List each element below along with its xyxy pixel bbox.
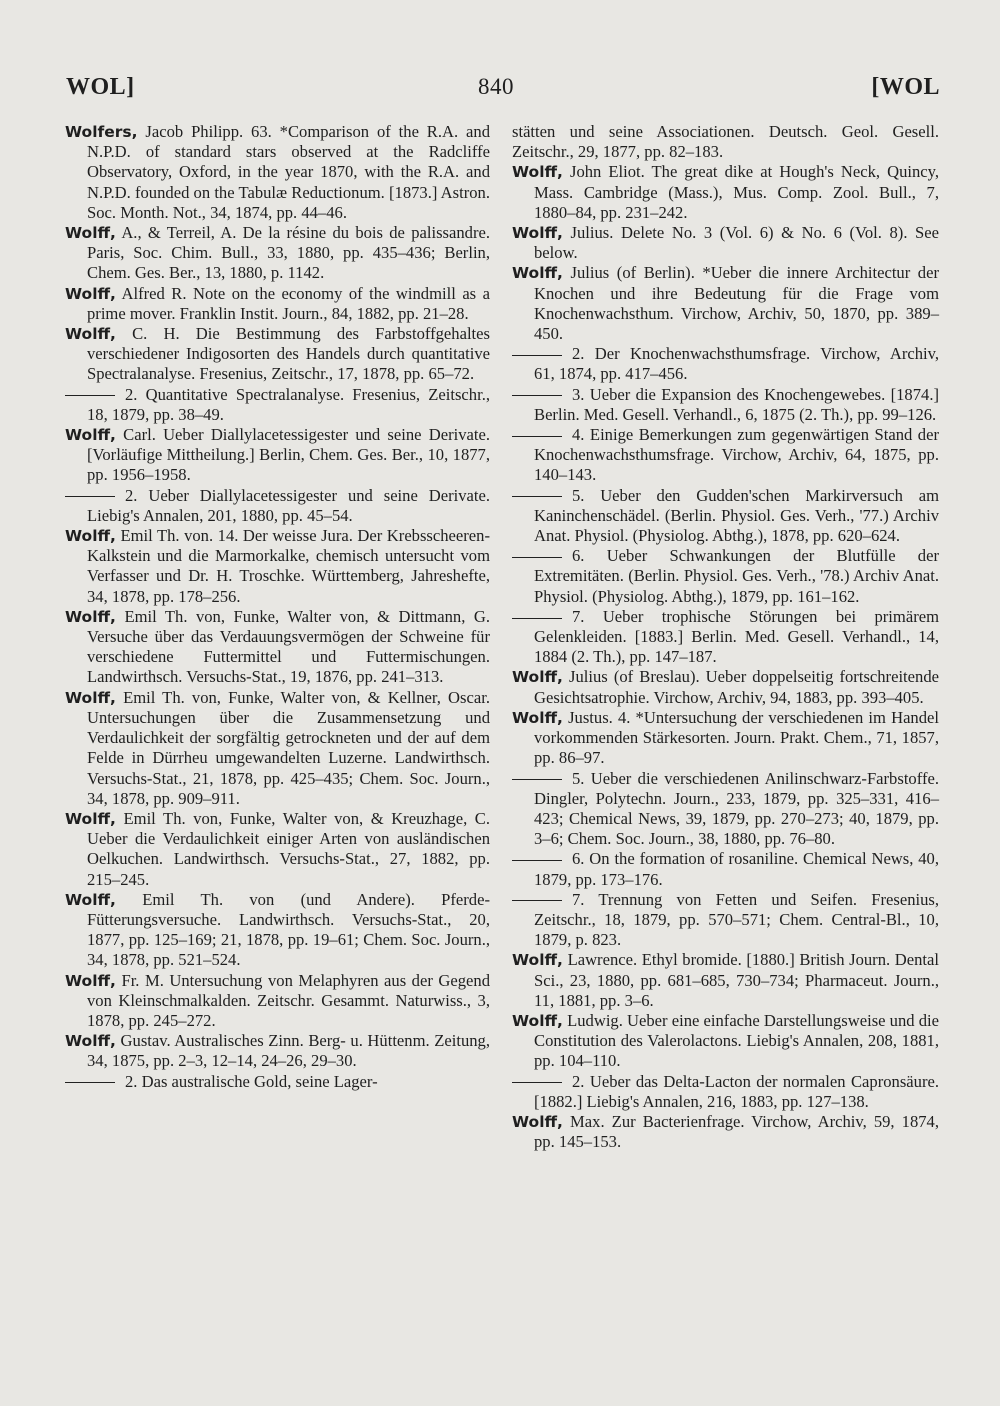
bibliography-entry bbox=[65, 284, 490, 324]
entry-text: Julius (of Berlin). *Ueber die innere Architectur der Knochen und ihre Bedeutung für die Frage vom Knochenwachsthum. Virchow, Archiv, 50, 1870, pp. 389–450. bbox=[534, 263, 939, 344]
entry-author: Wolff, bbox=[65, 607, 116, 626]
entry-text: Gustav. Australisches Zinn. Berg- u. Hüttenm. Zeitung, 34, 1875, pp. 2–3, 12–14, 24–26, 29–30. bbox=[87, 1031, 490, 1071]
bibliography-entry bbox=[512, 263, 939, 344]
ditto-rule bbox=[512, 618, 562, 619]
bibliography-subentry bbox=[65, 486, 490, 526]
subentry-text: 2. Das australische Gold, seine Lager- bbox=[125, 1071, 378, 1091]
entry-text: Fr. M. Untersuchung von Melaphyren aus der Gegend von Kleinschmalkalden. Zeitschr. Gesammt. Naturwiss., 3, 1878, pp. 245–272. bbox=[87, 970, 490, 1030]
entry-author: Wolff, bbox=[512, 264, 563, 283]
ditto-rule bbox=[512, 779, 562, 780]
entry-text: Emil Th. von, Funke, Walter von, & Dittmann, G. Versuche über das Verdauungsvermögen der Schweine für verschiedene Futtermittel und Futtermischungen. Landwirthsch. Versuchs-Stat., 19, 1876, pp. 241–313. bbox=[87, 606, 490, 687]
bibliography-entry bbox=[512, 1112, 939, 1152]
bibliography-entry bbox=[65, 425, 490, 486]
bibliography-entry bbox=[65, 809, 490, 890]
entry-author: Wolff, bbox=[65, 224, 116, 243]
bibliography-subentry bbox=[512, 425, 939, 486]
subentry-text: 4. Einige Bemerkungen zum gegenwärtigen Stand der Knochenwachsthumsfrage. Virchow, Archiv, 64, 1875, pp. 140–143. bbox=[534, 425, 939, 485]
subentry-text: 2. Quantitative Spectralanalyse. Fresenius, Zeitschr., 18, 1879, pp. 38–49. bbox=[87, 384, 490, 424]
bibliography-subentry bbox=[512, 546, 939, 607]
ditto-rule bbox=[512, 496, 562, 497]
bibliography-entry bbox=[512, 223, 939, 263]
entry-text: Justus. 4. *Untersuchung der verschiedenen im Handel vorkommenden Stärkesorten. Journ. Prakt. Chem., 71, 1857, pp. 86–97. bbox=[534, 707, 939, 768]
entry-author: Wolff, bbox=[512, 1112, 563, 1131]
bibliography-entry bbox=[512, 950, 939, 1011]
entry-text: Ludwig. Ueber eine einfache Darstellungsweise und die Constitution des Valerolactons. Liebig's Annalen, 208, 1881, pp. 104–110. bbox=[534, 1010, 939, 1071]
bibliography-entry bbox=[65, 324, 490, 385]
ditto-rule bbox=[512, 1082, 562, 1083]
entry-text: Emil Th. von, Funke, Walter von, & Kreuzhage, C. Ueber die Verdaulichkeit einiger Arten von ausländischen Oelkuchen. Landwirthsch. Versuchs-Stat., 27, 1882, pp. 215–245. bbox=[87, 808, 490, 889]
ditto-rule bbox=[512, 900, 562, 901]
bibliography-entry bbox=[512, 162, 939, 223]
entry-text: Emil Th. von, Funke, Walter von, & Kellner, Oscar. Untersuchungen über die Zusammensetzung und Verdaulichkeit der sorgfältig getrockneten und der auf dem Felde in Dürrheu umgewandelten Luzerne. Landwirthsch. Versuchs-Stat., 21, 1878, pp. 425–435; Chem. Soc. Journ., 34, 1878, pp. 909–911. bbox=[87, 687, 490, 808]
bibliography-subentry bbox=[512, 890, 939, 951]
bibliography-subentry bbox=[512, 385, 939, 425]
bibliography-subentry bbox=[512, 344, 939, 384]
entry-text: A., & Terreil, A. De la résine du bois de palissandre. Paris, Soc. Chim. Bull., 33, 1880, pp. 435–436; Berlin, Chem. Ges. Ber., 13, 1880, p. 1142. bbox=[87, 223, 490, 283]
entry-text: Jacob Philipp. 63. *Comparison of the R.A. and N.P.D. of standard stars observed at the Radcliffe Observatory, Oxford, in the year 1870, with the R.A. and N.P.D. founded on the Tabulæ Reductionum. [1873.] Astron. Soc. Month. Not., 34, 1874, pp. 44–46. bbox=[87, 122, 490, 222]
bibliography-entry bbox=[65, 688, 490, 809]
entry-author: Wolff, bbox=[65, 971, 116, 990]
entry-text: Lawrence. Ethyl bromide. [1880.] British Journ. Dental Sci., 23, 1880, pp. 681–685, 730–734; Pharmaceut. Journ., 11, 1881, pp. 3–6. bbox=[534, 950, 939, 1010]
subentry-text: 5. Ueber den Gudden'schen Markirversuch am Kaninchenschädel. (Berlin. Physiol. Ges. Verh., '77.) Archiv Anat. Physiol. (Physiolog. Abthg.), 1878, pp. 620–624. bbox=[534, 485, 939, 546]
entry-text: Julius (of Breslau). Ueber doppelseitig fortschreitende Gesichtsatrophie. Virchow, Archiv, 94, 1883, pp. 393–405. bbox=[534, 667, 939, 707]
entry-text: Julius. Delete No. 3 (Vol. 6) & No. 6 (Vol. 8). See below. bbox=[534, 223, 939, 263]
entry-author: Wolff, bbox=[65, 527, 116, 546]
subentry-text: 2. Ueber das Delta-Lacton der normalen Capronsäure. [1882.] Liebig's Annalen, 216, 1883, pp. 127–138. bbox=[534, 1071, 939, 1111]
bibliography-entry bbox=[65, 526, 490, 607]
entry-author: Wolff, bbox=[65, 809, 116, 828]
entry-author: Wolff, bbox=[65, 284, 116, 303]
ditto-rule bbox=[512, 860, 562, 861]
bibliography-subentry bbox=[512, 1072, 939, 1112]
ditto-rule bbox=[512, 395, 562, 396]
entry-author: Wolff, bbox=[512, 668, 563, 687]
subentry-text: 7. Ueber trophische Störungen bei primärem Gelenkleiden. [1883.] Berlin. Med. Gesell. Verhandl., 14, 1884 (2. Th.), pp. 147–187. bbox=[534, 606, 939, 667]
entry-author: Wolff, bbox=[65, 325, 116, 344]
entry-text: Emil Th. von. 14. Der weisse Jura. Der Krebsscheeren-Kalkstein und die Marmorkalke, chemisch untersucht vom Verfasser und Dr. H. Troschke. Württemberg, Jahreshefte, 34, 1878, pp. 178–256. bbox=[87, 526, 490, 606]
ditto-rule bbox=[512, 436, 562, 437]
ditto-rule bbox=[512, 557, 562, 558]
entry-author: Wolff, bbox=[512, 224, 563, 243]
ditto-rule bbox=[65, 395, 115, 396]
bibliography-subentry bbox=[512, 486, 939, 547]
entry-text: C. H. Die Bestimmung des Farbstoffgehaltes verschiedener Indigosorten des Handels durch quantitative Spectralanalyse. Fresenius, Zeitschr., 17, 1878, pp. 65–72. bbox=[87, 324, 490, 384]
bibliography-entry bbox=[65, 971, 490, 1032]
right-column bbox=[512, 122, 939, 1152]
bibliography-entry bbox=[512, 708, 939, 769]
continued-entry-text: stätten und seine Associationen. Deutsch. Geol. Gesell. Zeitschr., 29, 1877, pp. 82–183. bbox=[512, 122, 939, 162]
subentry-text: 7. Trennung von Fetten und Seifen. Fresenius, Zeitschr., 18, 1879, pp. 570–571; Chem. Central-Bl., 10, 1879, p. 823. bbox=[534, 889, 939, 950]
running-head-right: [WOL bbox=[871, 74, 940, 100]
subentry-text: 6. Ueber Schwankungen der Blutfülle der Extremitäten. (Berlin. Physiol. Ges. Verh., '78.) Archiv Anat. Physiol. (Physiolog. Abthg.), 1879, pp. 161–162. bbox=[534, 546, 939, 606]
subentry-text: 5. Ueber die verschiedenen Anilinschwarz-Farbstoffe. Dingler, Polytechn. Journ., 233, 1879, pp. 325–331, 416–423; Chemical News, 39, 1879, pp. 270–273; 40, 1879, pp. 3–6; Chem. Soc. Journ., 38, 1880, pp. 76–80. bbox=[534, 768, 939, 849]
bibliography-entry bbox=[65, 122, 490, 223]
entry-author: Wolff, bbox=[512, 163, 563, 182]
entry-author: Wolff, bbox=[65, 426, 116, 445]
subentry-text: 2. Ueber Diallylacetessigester und seine Derivate. Liebig's Annalen, 201, 1880, pp. 45–54. bbox=[87, 485, 490, 525]
entry-author: Wolfers, bbox=[65, 123, 138, 141]
subentry-text: 2. Der Knochenwachsthumsfrage. Virchow, Archiv, 61, 1874, pp. 417–456. bbox=[534, 344, 939, 384]
page-number: 840 bbox=[478, 74, 514, 99]
bibliography-entry bbox=[512, 667, 939, 707]
entry-text: Max. Zur Bacterienfrage. Virchow, Archiv, 59, 1874, pp. 145–153. bbox=[534, 1111, 939, 1152]
bibliography-subentry bbox=[512, 769, 939, 850]
entry-text: Emil Th. von (und Andere). Pferde-Fütterungsversuche. Landwirthsch. Versuchs-Stat., 20, 1877, pp. 125–169; 21, 1878, pp. 19–61; Chem. Soc. Journ., 34, 1878, pp. 521–524. bbox=[87, 889, 490, 970]
entry-author: Wolff, bbox=[512, 1011, 563, 1030]
bibliography-entry bbox=[65, 607, 490, 688]
bibliography-subentry bbox=[65, 1072, 490, 1092]
left-column bbox=[65, 122, 490, 1092]
bibliography-subentry bbox=[512, 607, 939, 668]
subentry-text: 3. Ueber die Expansion des Knochengewebes. [1874.] Berlin. Med. Gesell. Verhandl., 6, 1875 (2. Th.), pp. 99–126. bbox=[534, 384, 939, 424]
bibliography-entry bbox=[65, 890, 490, 971]
bibliography-subentry bbox=[512, 849, 939, 889]
entry-author: Wolff, bbox=[512, 951, 563, 970]
bibliography-entry bbox=[65, 223, 490, 284]
ditto-rule bbox=[65, 496, 115, 497]
entry-author: Wolff, bbox=[65, 1032, 116, 1051]
running-head-left: WOL] bbox=[66, 74, 135, 100]
entry-text: Carl. Ueber Diallylacetessigester und seine Derivate. [Vorläufige Mittheilung.] Berlin, Chem. Ges. Ber., 10, 1877, pp. 1956–1958. bbox=[87, 425, 490, 485]
entry-author: Wolff, bbox=[65, 688, 116, 707]
bibliography-entry bbox=[512, 1011, 939, 1072]
entry-author: Wolff, bbox=[65, 890, 116, 909]
bibliography-entry bbox=[65, 1031, 490, 1071]
ditto-rule bbox=[512, 355, 562, 356]
bibliography-subentry bbox=[65, 385, 490, 425]
entry-text: Alfred R. Note on the economy of the windmill as a prime mover. Franklin Instit. Journ., 84, 1882, pp. 21–28. bbox=[87, 283, 490, 323]
entry-text: John Eliot. The great dike at Hough's Neck, Quincy, Mass. Cambridge (Mass.), Mus. Comp. Zool. Bull., 7, 1880–84, pp. 231–242. bbox=[534, 162, 939, 222]
ditto-rule bbox=[65, 1082, 115, 1083]
subentry-text: 6. On the formation of rosaniline. Chemical News, 40, 1879, pp. 173–176. bbox=[534, 849, 939, 889]
entry-author: Wolff, bbox=[512, 708, 563, 727]
